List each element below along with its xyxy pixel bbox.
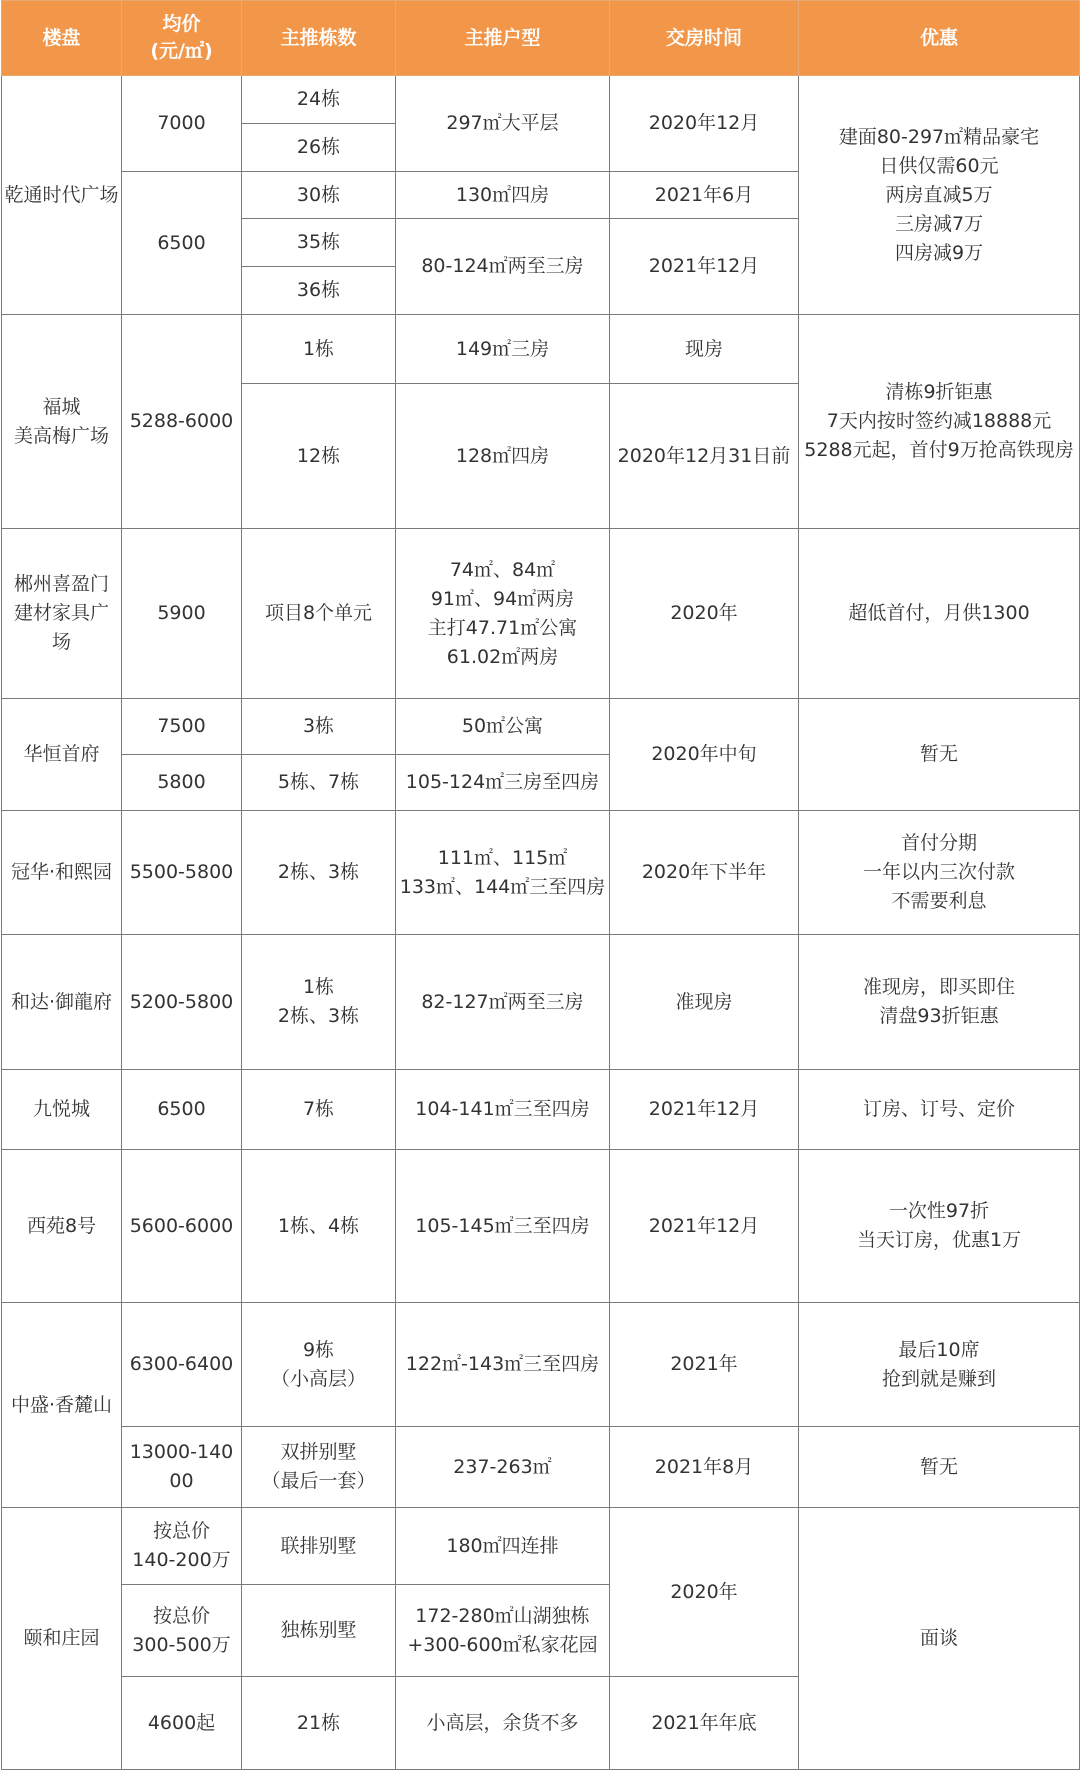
table-header-row <box>2 1 1080 76</box>
cell-delivery: 准现房 <box>610 935 799 1070</box>
cell-building: 1栋 <box>242 315 396 384</box>
cell-discount: 暂无 <box>799 699 1080 811</box>
cell-delivery: 2020年 <box>610 1508 799 1677</box>
cell-price: 6500 <box>122 1070 242 1150</box>
cell-price: 5288-6000 <box>122 315 242 529</box>
header-project: 楼盘 <box>2 1 122 76</box>
cell-project: 西苑8号 <box>2 1150 122 1303</box>
header-buildings: 主推栋数 <box>242 1 396 76</box>
cell-delivery: 2020年12月 <box>610 76 799 172</box>
cell-delivery: 2020年12月31日前 <box>610 384 799 529</box>
cell-discount: 超低首付，月供1300 <box>799 529 1080 699</box>
cell-project: 乾通时代广场 <box>2 76 122 315</box>
cell-delivery: 2021年8月 <box>610 1427 799 1508</box>
cell-layout: 80-124㎡两至三房 <box>396 219 610 315</box>
header-delivery: 交房时间 <box>610 1 799 76</box>
cell-delivery: 2021年年底 <box>610 1677 799 1770</box>
cell-price: 6500 <box>122 172 242 315</box>
cell-layout: 小高层，余货不多 <box>396 1677 610 1770</box>
cell-price: 5800 <box>122 755 242 811</box>
cell-building: 5栋、7栋 <box>242 755 396 811</box>
cell-building: 35栋 <box>242 219 396 267</box>
cell-layout: 104-141㎡三至四房 <box>396 1070 610 1150</box>
cell-building: 1栋 2栋、3栋 <box>242 935 396 1070</box>
cell-layout: 128㎡四房 <box>396 384 610 529</box>
table-row <box>2 1303 1080 1427</box>
table-row <box>2 315 1080 384</box>
cell-project: 和达·御龍府 <box>2 935 122 1070</box>
cell-building: 双拼别墅 （最后一套） <box>242 1427 396 1508</box>
cell-layout: 74㎡、84㎡ 91㎡、94㎡两房 主打47.71㎡公寓 61.02㎡两房 <box>396 529 610 699</box>
cell-delivery: 现房 <box>610 315 799 384</box>
table-row <box>2 1427 1080 1508</box>
cell-discount: 清栋9折钜惠 7天内按时签约减18888元 5288元起，首付9万抢高铁现房 <box>799 315 1080 529</box>
cell-layout: 105-145㎡三至四房 <box>396 1150 610 1303</box>
cell-building: 3栋 <box>242 699 396 755</box>
cell-delivery: 2021年12月 <box>610 1070 799 1150</box>
cell-building: 36栋 <box>242 267 396 315</box>
header-discount: 优惠 <box>799 1 1080 76</box>
cell-discount: 一次性97折 当天订房，优惠1万 <box>799 1150 1080 1303</box>
cell-price: 5900 <box>122 529 242 699</box>
cell-building: 26栋 <box>242 124 396 172</box>
cell-delivery: 2021年12月 <box>610 219 799 315</box>
property-table <box>1 0 1080 1770</box>
cell-discount: 暂无 <box>799 1427 1080 1508</box>
cell-discount: 面谈 <box>799 1508 1080 1770</box>
cell-price: 5200-5800 <box>122 935 242 1070</box>
cell-building: 独栋别墅 <box>242 1585 396 1677</box>
cell-delivery: 2021年6月 <box>610 172 799 219</box>
cell-project: 中盛·香麓山 <box>2 1303 122 1508</box>
cell-project: 福城 美高梅广场 <box>2 315 122 529</box>
cell-delivery: 2020年中旬 <box>610 699 799 811</box>
cell-price: 7000 <box>122 76 242 172</box>
cell-layout: 111㎡、115㎡ 133㎡、144㎡三至四房 <box>396 811 610 935</box>
table-row <box>2 76 1080 124</box>
cell-building: 1栋、4栋 <box>242 1150 396 1303</box>
table-row <box>2 1150 1080 1303</box>
cell-layout: 172-280㎡山湖独栋 +300-600㎡私家花园 <box>396 1585 610 1677</box>
cell-delivery: 2021年 <box>610 1303 799 1427</box>
cell-layout: 122㎡-143㎡三至四房 <box>396 1303 610 1427</box>
cell-price: 7500 <box>122 699 242 755</box>
cell-building: 联排别墅 <box>242 1508 396 1585</box>
cell-layout: 149㎡三房 <box>396 315 610 384</box>
cell-price: 5500-5800 <box>122 811 242 935</box>
table-row <box>2 811 1080 935</box>
cell-delivery: 2020年 <box>610 529 799 699</box>
cell-project: 华恒首府 <box>2 699 122 811</box>
cell-building: 9栋 （小高层） <box>242 1303 396 1427</box>
cell-layout: 237-263㎡ <box>396 1427 610 1508</box>
cell-layout: 105-124㎡三房至四房 <box>396 755 610 811</box>
table-row <box>2 935 1080 1070</box>
header-layout: 主推户型 <box>396 1 610 76</box>
cell-price: 按总价 300-500万 <box>122 1585 242 1677</box>
table-row <box>2 1508 1080 1585</box>
cell-discount: 准现房，即买即住 清盘93折钜惠 <box>799 935 1080 1070</box>
cell-layout: 180㎡四连排 <box>396 1508 610 1585</box>
cell-price: 4600起 <box>122 1677 242 1770</box>
cell-discount: 首付分期 一年以内三次付款 不需要利息 <box>799 811 1080 935</box>
cell-building: 项目8个单元 <box>242 529 396 699</box>
table-row <box>2 1070 1080 1150</box>
table-row <box>2 699 1080 755</box>
cell-building: 2栋、3栋 <box>242 811 396 935</box>
cell-delivery: 2021年12月 <box>610 1150 799 1303</box>
cell-project: 冠华·和熙园 <box>2 811 122 935</box>
cell-discount: 最后10席 抢到就是赚到 <box>799 1303 1080 1427</box>
cell-building: 21栋 <box>242 1677 396 1770</box>
cell-project: 九悦城 <box>2 1070 122 1150</box>
cell-building: 30栋 <box>242 172 396 219</box>
cell-price: 6300-6400 <box>122 1303 242 1427</box>
cell-price: 5600-6000 <box>122 1150 242 1303</box>
cell-building: 24栋 <box>242 76 396 124</box>
cell-layout: 130㎡四房 <box>396 172 610 219</box>
cell-project: 颐和庄园 <box>2 1508 122 1770</box>
cell-layout: 50㎡公寓 <box>396 699 610 755</box>
header-avg-price: 均价 (元/㎡) <box>122 1 242 76</box>
cell-layout: 297㎡大平层 <box>396 76 610 172</box>
table-row <box>2 529 1080 699</box>
cell-price: 13000-14000 <box>122 1427 242 1508</box>
cell-discount: 建面80-297㎡精品豪宅 日供仅需60元 两房直减5万 三房减7万 四房减9万 <box>799 76 1080 315</box>
cell-project: 郴州喜盈门 建材家具广 场 <box>2 529 122 699</box>
cell-delivery: 2020年下半年 <box>610 811 799 935</box>
cell-building: 7栋 <box>242 1070 396 1150</box>
cell-discount: 订房、订号、定价 <box>799 1070 1080 1150</box>
cell-layout: 82-127㎡两至三房 <box>396 935 610 1070</box>
cell-price: 按总价 140-200万 <box>122 1508 242 1585</box>
cell-building: 12栋 <box>242 384 396 529</box>
